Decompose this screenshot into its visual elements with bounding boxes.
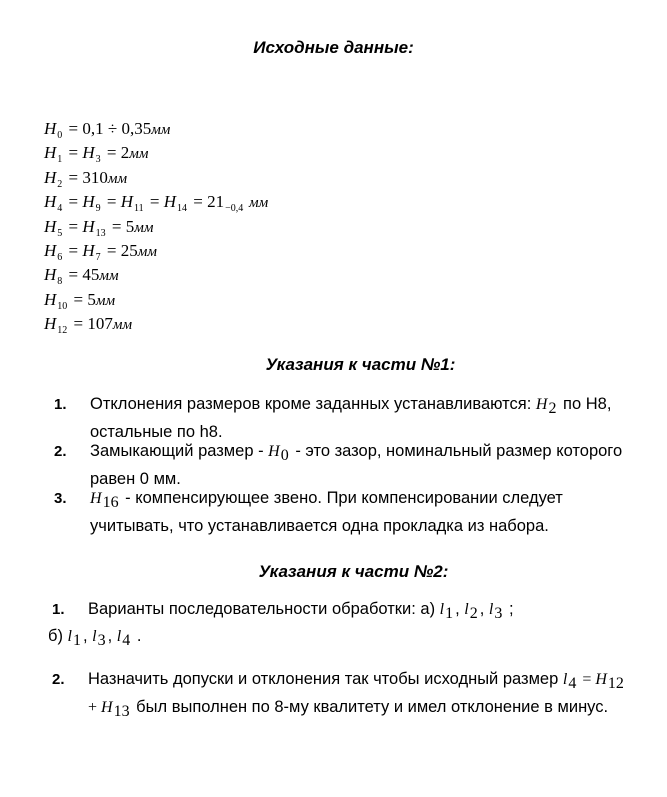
math-variable: H [82, 143, 95, 163]
math-subscript: 13 [95, 227, 106, 239]
text-fragment: = [102, 192, 121, 212]
part1-item-2 [54, 440, 650, 491]
math-subscript: 8 [57, 276, 63, 288]
formula-line [44, 288, 268, 312]
part1-item-3 [54, 487, 650, 538]
text-fragment: б) [48, 627, 68, 645]
text-fragment: Замыкающий размер - [90, 442, 269, 460]
part1-heading: Указания к части №1: [265, 355, 456, 374]
math-variable: H [101, 698, 113, 716]
text-fragment: - компенсирующее звено. При компенсировании следует учитывать, что устанавливается одна прокладка из набора. [90, 489, 563, 535]
formula-line [44, 263, 268, 287]
math-subscript: 12 [57, 325, 68, 337]
formula-line [44, 239, 268, 263]
math-variable: H [268, 443, 280, 460]
formula-line [44, 312, 268, 336]
formula-line [44, 166, 268, 190]
math-variable: H [82, 192, 95, 212]
text-fragment: = 2 [102, 143, 130, 163]
text-fragment: = [145, 192, 164, 212]
math-subscript: 0 [280, 447, 289, 464]
math-subscript: −0,4 [225, 203, 244, 215]
formula-line [44, 190, 268, 214]
math-subscript: 7 [95, 251, 101, 263]
math-subscript: 4 [568, 675, 577, 692]
math-variable: H [44, 216, 57, 236]
text-fragment: Назначить допуски и отклонения так чтобы исходный размер [88, 670, 563, 688]
math-variable: H [44, 192, 57, 212]
math-variable: l [562, 671, 568, 688]
math-subscript: 1 [445, 605, 454, 622]
text-fragment: . [132, 627, 142, 645]
text-fragment: + [88, 698, 102, 716]
part2-item-1-variant-b [48, 625, 608, 653]
text-fragment: мм [129, 146, 149, 163]
math-variable: H [90, 490, 102, 507]
text-fragment: мм [107, 170, 128, 187]
formula-line [44, 141, 268, 165]
text-fragment: , [455, 600, 465, 618]
part2-item-1 [52, 598, 648, 626]
page-title: Исходные данные: [253, 38, 414, 57]
text-fragment: мм [95, 292, 116, 309]
math-variable: H [535, 396, 548, 413]
math-variable: H [44, 167, 57, 187]
math-variable: H [163, 192, 177, 212]
math-subscript: 10 [57, 300, 68, 312]
math-variable: H [44, 240, 57, 260]
math-variable: H [595, 671, 607, 688]
part1-item-1 [54, 393, 650, 444]
formula-line [44, 215, 268, 239]
list-number: 1. [54, 396, 67, 413]
math-variable: H [44, 289, 57, 309]
math-subscript: 1 [57, 154, 63, 166]
text-fragment: мм [99, 268, 119, 285]
text-fragment: по H8, остальные по h8. [90, 395, 612, 441]
text-fragment: мм [137, 243, 157, 260]
text-fragment: = 310 [64, 167, 108, 187]
math-variable: l [92, 628, 97, 645]
text-fragment: мм [112, 317, 133, 334]
math-variable: H [44, 143, 57, 163]
text-fragment: , [82, 627, 93, 645]
math-variable: H [120, 192, 134, 212]
formula-line [44, 117, 268, 141]
math-subscript: 9 [95, 203, 101, 215]
text-fragment: Варианты последовательности обработки: а) [88, 600, 440, 618]
math-subscript: 13 [113, 702, 130, 720]
math-variable: l [67, 628, 72, 645]
text-fragment: Отклонения размеров кроме заданных устанавливаются: [90, 395, 536, 413]
math-variable: l [116, 628, 122, 645]
math-variable: H [82, 240, 95, 260]
text-fragment: мм [134, 219, 154, 236]
math-variable: H [44, 314, 57, 334]
text-fragment: = 107 [69, 314, 113, 334]
text-fragment: мм [151, 122, 171, 138]
text-fragment: = 0,1 ÷ 0,35 [64, 119, 152, 138]
text-fragment: = [64, 143, 83, 163]
math-variable: H [82, 216, 95, 236]
math-variable: l [464, 601, 469, 618]
math-subscript: 14 [177, 203, 188, 215]
math-variable: l [439, 601, 445, 618]
text-fragment: = 45 [64, 265, 100, 285]
text-fragment: - это зазор, номинальный размер которого равен 0 мм. [90, 442, 623, 488]
math-variable: H [44, 265, 57, 285]
math-subscript: 3 [95, 154, 101, 166]
math-subscript: 2 [57, 178, 63, 190]
math-subscript: 4 [57, 203, 63, 215]
text-fragment: = [578, 671, 596, 688]
text-fragment: , [479, 600, 489, 618]
math-subscript: 6 [57, 251, 63, 263]
initial-data-formulas [44, 117, 268, 337]
part2-item-2 [52, 668, 628, 723]
math-subscript: 4 [122, 632, 131, 649]
text-fragment: мм [245, 195, 269, 212]
text-fragment: = [64, 240, 83, 260]
text-fragment: = [64, 192, 83, 212]
math-subscript: 2 [548, 400, 557, 417]
math-subscript: 12 [607, 675, 624, 692]
math-subscript: 5 [57, 227, 63, 239]
text-fragment: , [107, 627, 117, 645]
text-fragment: = 5 [69, 289, 96, 309]
math-subscript: 3 [97, 632, 106, 649]
math-variable: H [44, 119, 57, 138]
text-fragment: = 21 [189, 192, 225, 212]
text-fragment: ; [504, 600, 514, 618]
math-subscript: 11 [134, 203, 144, 215]
math-subscript: 0 [57, 130, 63, 141]
text-fragment: = 25 [102, 240, 138, 260]
list-number: 2. [52, 671, 65, 688]
list-number: 3. [54, 490, 67, 507]
list-number: 2. [54, 443, 67, 460]
text-fragment: был выполнен по 8-му квалитету и имел отклонение в минус. [131, 697, 609, 716]
math-subscript: 2 [469, 605, 478, 622]
text-fragment: = [64, 216, 83, 236]
math-subscript: 1 [72, 632, 81, 649]
text-fragment: = 5 [107, 216, 135, 236]
part2-heading: Указания к части №2: [258, 562, 449, 581]
math-subscript: 16 [102, 494, 119, 511]
list-number: 1. [52, 601, 65, 618]
math-subscript: 3 [494, 605, 503, 622]
math-variable: l [488, 601, 494, 618]
